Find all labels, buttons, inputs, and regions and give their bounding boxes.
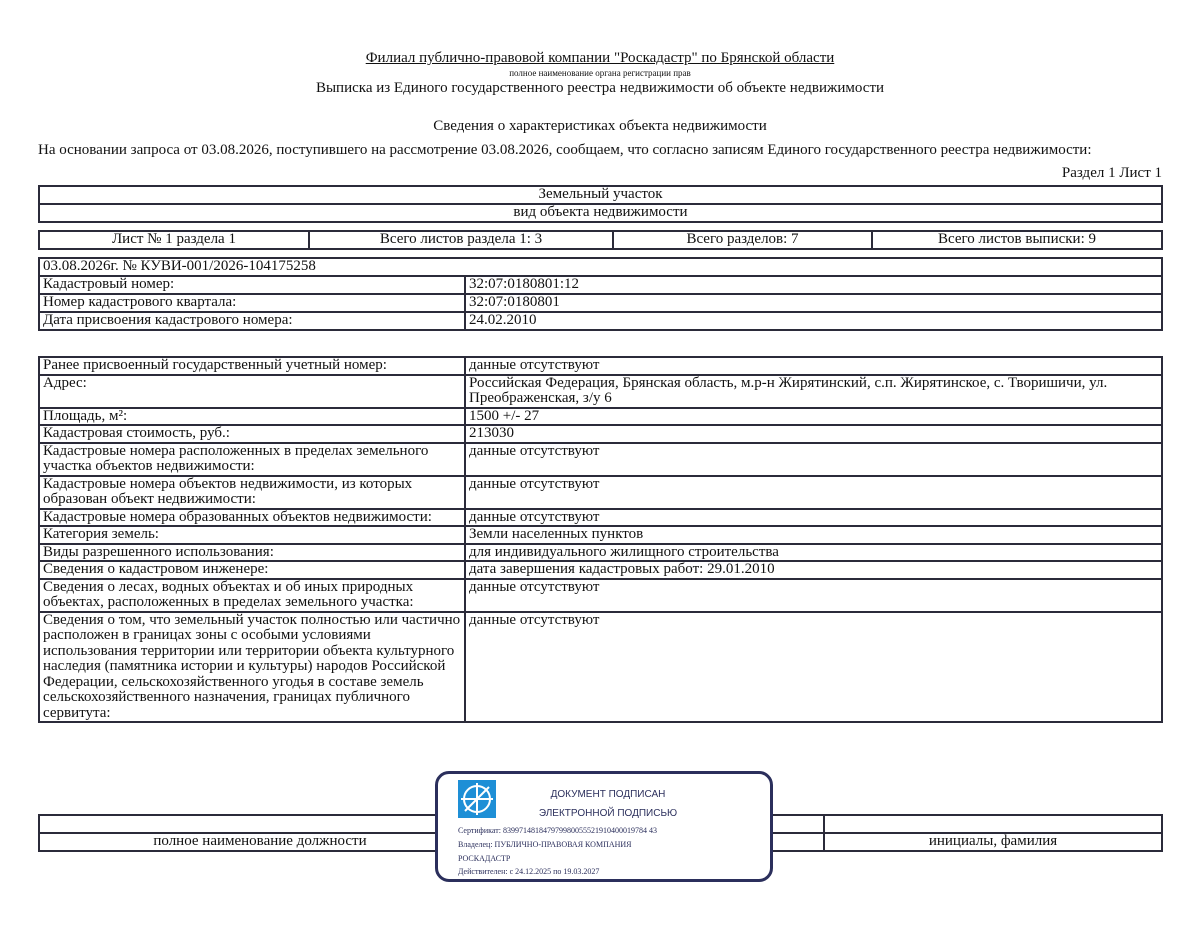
electronic-signature-stamp [435,771,773,882]
sheet-number: Лист № 1 раздела 1 [39,231,309,249]
name-caption: инициалы, фамилия [824,833,1162,851]
details-table [38,356,1163,723]
row-value: данные отсутствуют [465,443,1162,476]
table-row [39,509,1162,527]
intro-text: На основании запроса от 03.08.2026, поступившего на рассмотрение 03.08.2026, сообщаем, что согласно записям Единого государственного реестра недвижимости: [38,142,1092,158]
row-value: для индивидуального жилищного строительства [465,544,1162,562]
row-value: дата завершения кадастровых работ: 29.01.2010 [465,561,1162,579]
sheets-table [38,230,1163,250]
name-cell [824,815,1162,833]
row-label: Кадастровые номера расположенных в пределах земельного участка объектов недвижимости: [39,443,465,476]
object-type-caption: вид объекта недвижимости [39,204,1162,222]
position-caption: полное наименование должности [39,833,481,851]
row-label: Сведения о кадастровом инженере: [39,561,465,579]
cadastral-number-label: Кадастровый номер: [39,276,465,294]
row-value: 213030 [465,425,1162,443]
object-type-value: Земельный участок [39,186,1162,204]
organization-caption: полное наименование органа регистрации прав [509,68,691,78]
stamp-title-line2: ЭЛЕКТРОННОЙ ПОДПИСЬЮ [538,808,678,819]
row-value: данные отсутствуют [465,509,1162,527]
row-value: 1500 +/- 27 [465,408,1162,426]
assignment-date-value: 24.02.2010 [465,312,1162,330]
row-label: Ранее присвоенный государственный учетный номер: [39,357,465,375]
stamp-owner-line2: РОСКАДАСТР [458,854,511,863]
table-row [39,579,1162,612]
stamp-title-line1: ДОКУМЕНТ ПОДПИСАН [550,789,666,800]
table-row [39,561,1162,579]
table-row [39,425,1162,443]
organization-name: Филиал публично-правовой компании "Роскадастр" по Брянской области [365,50,835,66]
row-value: данные отсутствуют [465,357,1162,375]
assignment-date-label: Дата присвоения кадастрового номера: [39,312,465,330]
row-label: Кадастровые номера объектов недвижимости, из которых образован объект недвижимости: [39,476,465,509]
document-title: Выписка из Единого государственного реестра недвижимости об объекте недвижимости [315,80,885,96]
stamp-owner-line1: Владелец: ПУБЛИЧНО-ПРАВОВАЯ КОМПАНИЯ [458,840,632,849]
table-row [39,375,1162,408]
stamp-certificate: Сертификат: 839971481847979980055521910400019784 43 [458,826,657,835]
table-row [39,408,1162,426]
stamp-validity: Действителен: с 24.12.2025 по 19.03.2027 [458,867,600,876]
sections-count: Всего разделов: 7 [613,231,872,249]
cadastral-quarter-value: 32:07:0180801 [465,294,1162,312]
section-reference: Раздел 1 Лист 1 [1061,165,1162,181]
row-value: Земли населенных пунктов [465,526,1162,544]
row-label: Виды разрешенного использования: [39,544,465,562]
extract-sheets-count: Всего листов выписки: 9 [872,231,1162,249]
table-row [39,357,1162,375]
object-type-table [38,185,1163,223]
row-value: данные отсутствуют [465,612,1162,723]
row-label: Сведения о том, что земельный участок полностью или частично расположен в границах зоны с особыми условиями использования территории или территории объекта культурного наследия (памятника истории и культуры) народов Российской Федерации, сельскохозяйственного угодья в составе земель сельскохозяйственного назначения, границах публичного сервитута: [39,612,465,723]
table-row [39,476,1162,509]
table-row [39,544,1162,562]
row-label: Кадастровые номера образованных объектов недвижимости: [39,509,465,527]
row-value: данные отсутствуют [465,579,1162,612]
position-cell [39,815,481,833]
section-title: Сведения о характеристиках объекта недвижимости [433,118,767,134]
identifiers-table [38,257,1163,331]
cadastral-quarter-label: Номер кадастрового квартала: [39,294,465,312]
row-label: Площадь, м²: [39,408,465,426]
cadastral-number-value: 32:07:0180801:12 [465,276,1162,294]
row-value: Российская Федерация, Брянская область, м.р-н Жирятинский, с.п. Жирятинское, с. Творишичи, ул. Преображенская, з/у 6 [465,375,1162,408]
row-label: Кадастровая стоимость, руб.: [39,425,465,443]
table-row [39,612,1162,723]
section-sheets-count: Всего листов раздела 1: 3 [309,231,613,249]
roskadastr-logo-icon [458,780,496,818]
row-label: Адрес: [39,375,465,408]
row-value: данные отсутствуют [465,476,1162,509]
table-row [39,526,1162,544]
table-row [39,443,1162,476]
row-label: Сведения о лесах, водных объектах и об иных природных объектах, расположенных в пределах земельного участка: [39,579,465,612]
row-label: Категория земель: [39,526,465,544]
request-number: 03.08.2026г. № КУВИ-001/2026-104175258 [39,258,1162,276]
